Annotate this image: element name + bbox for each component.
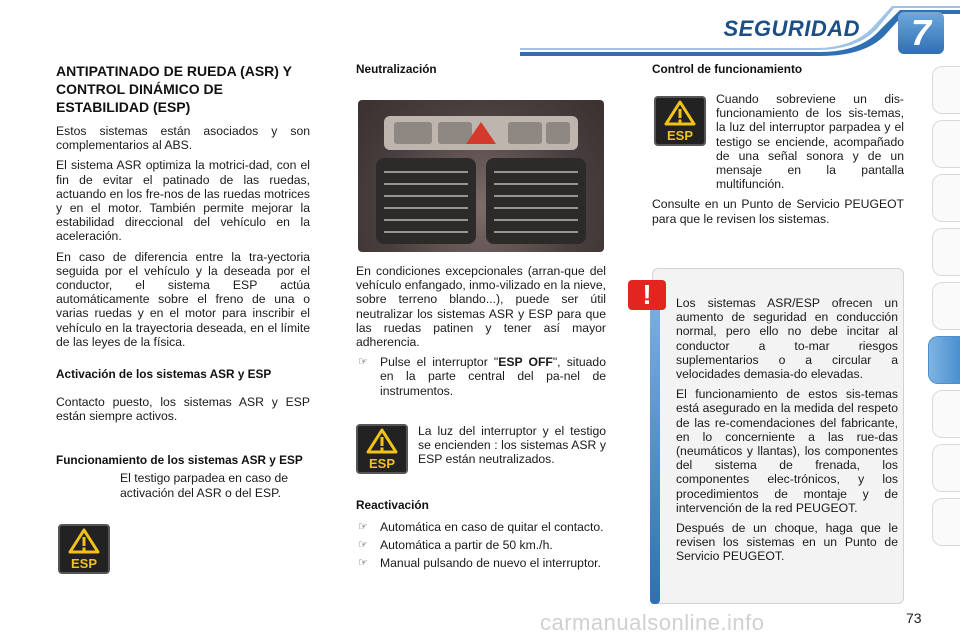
chapter-tab-active[interactable] — [928, 336, 960, 384]
chapter-tab[interactable] — [932, 282, 960, 330]
intro-paragraph: Estos sistemas están asociados y son complementarios al ABS. — [56, 124, 310, 153]
heading-control: Control de funcionamiento — [652, 62, 803, 76]
esp-warning-icon — [356, 424, 408, 474]
heading-neutralization: Neutralización — [356, 62, 437, 76]
column-2-body — [356, 264, 606, 402]
column-2 — [356, 62, 606, 80]
list-item: ☞ Automática a partir de 50 km./h. — [358, 538, 553, 553]
chapter-tab[interactable] — [932, 390, 960, 438]
list-item: ☞ Automática en caso de quitar el contacto. — [358, 520, 604, 534]
column-3-heading — [652, 62, 904, 80]
chapter-tab-strip — [928, 66, 960, 586]
chapter-tab[interactable] — [932, 444, 960, 492]
list-item: ☞ Manual pulsando de nuevo el interruptor. — [358, 556, 601, 571]
heading-activation: Activación de los sistemas ASR y ESP — [56, 367, 272, 382]
section-title-asr-esp: ANTIPATINADO DE RUEDA (ASR) Y CONTROL DINÁMICO DE ESTABILIDAD (ESP) — [56, 63, 292, 115]
warning-paragraph-2: El funcionamiento de estos sis-temas está asegurado en la medida del respeto de las re-comendaciones del fabricante, en lo concerniente a las rue-das (neumáticos y llantas), los componentes del sistema de frenada, los componentes elec-trónicos, y los procedimientos de montaje y de intervención de la red PEUGEOT. — [676, 387, 898, 515]
warning-accent-bar — [650, 282, 660, 604]
neutralization-paragraph: En condiciones excepcionales (arran-que del vehículo enfangado, inmo-vilizado en la nieve, sobre terreno blando...), puede ser útil neutralizar los sistemas ASR y ESP para que las ruedas patinen y tener así mayor adherencia. — [356, 264, 607, 350]
column-3 — [652, 92, 904, 232]
lights-paragraph: La luz del interruptor y el testigo se encienden : los sistemas ASR y ESP están neutralizados. — [418, 424, 606, 467]
column-1 — [56, 62, 310, 506]
esp-warning-icon — [58, 524, 110, 574]
chapter-tab[interactable] — [932, 66, 960, 114]
page-number: 73 — [906, 610, 922, 626]
esp-paragraph: En caso de diferencia entre la tra-yectoria seguida por el vehículo y la deseada por el conductor, el sistema ESP actúa automáticamente sobre el freno de una o varias ruedas y en el motor para inscribir el vehículo en la trayectoria deseada, en el límite de las leyes de la física. — [56, 249, 310, 349]
consult-paragraph: Consulte en un Punto de Servicio PEUGEOT para que le revisen los sistemas. — [652, 197, 904, 226]
chapter-tab[interactable] — [932, 174, 960, 222]
activation-paragraph: Contacto puesto, los sistemas ASR y ESP están siempre activos. — [56, 395, 310, 424]
page-title: SEGURIDAD — [723, 16, 860, 41]
pointing-hand-icon: ☞ — [358, 539, 368, 552]
list-item: ☞ Pulse el interruptor "ESP OFF", situado en la parte central del pa-nel de instrumentos. — [358, 355, 606, 398]
heading-reactivation: Reactivación — [356, 498, 429, 512]
control-paragraph: Cuando sobreviene un dis-funcionamiento de los sis-temas, la luz del interruptor parpadea y el testigo se enciende, acompañado de una señal sonora y de un mensaje en la pantalla multifunción. — [716, 92, 904, 192]
lights-note — [418, 424, 606, 473]
esp-icon-label: ESP — [70, 556, 98, 571]
exclamation-icon: ! — [628, 280, 666, 310]
chapter-tab[interactable] — [932, 120, 960, 168]
reactivation-section — [356, 498, 606, 575]
chapter-number-badge: 7 — [898, 12, 944, 54]
watermark: carmanualsonline.info — [540, 610, 765, 635]
esp-off-label: ESP OFF — [498, 355, 553, 370]
warning-paragraph-1: Los sistemas ASR/ESP ofrecen un aumento de seguridad en conducción normal, pero ello no debe incitar al conductor a to-mar riesgos suplementarios o a circular a velocidades demasia-do elevadas. — [676, 296, 898, 382]
esp-icon-label: ESP — [666, 128, 694, 143]
chapter-tab[interactable] — [932, 498, 960, 546]
warning-paragraph-3: Después de un choque, haga que le revisen los sistemas en un Punto de Servicio PEUGEOT. — [676, 521, 898, 564]
dashboard-switch-photo — [358, 100, 604, 252]
chapter-tab[interactable] — [932, 228, 960, 276]
operation-paragraph: El testigo parpadea en caso de activación del ASR o del ESP. — [120, 471, 289, 500]
pointing-hand-icon: ☞ — [358, 557, 368, 570]
warning-text — [676, 296, 898, 570]
esp-icon-label: ESP — [368, 456, 396, 471]
asr-paragraph: El sistema ASR optimiza la motrici-dad, con el fin de evitar el patinado de las ruedas, actuando en los fre-nos de las ruedas motrices y en el motor. También permite mejorar la estabilidad direccional del vehículo en la aceleración. — [56, 158, 310, 244]
pointing-hand-icon: ☞ — [358, 356, 368, 369]
heading-operation: Funcionamiento de los sistemas ASR y ESP — [56, 453, 303, 468]
pointing-hand-icon: ☞ — [358, 521, 368, 533]
